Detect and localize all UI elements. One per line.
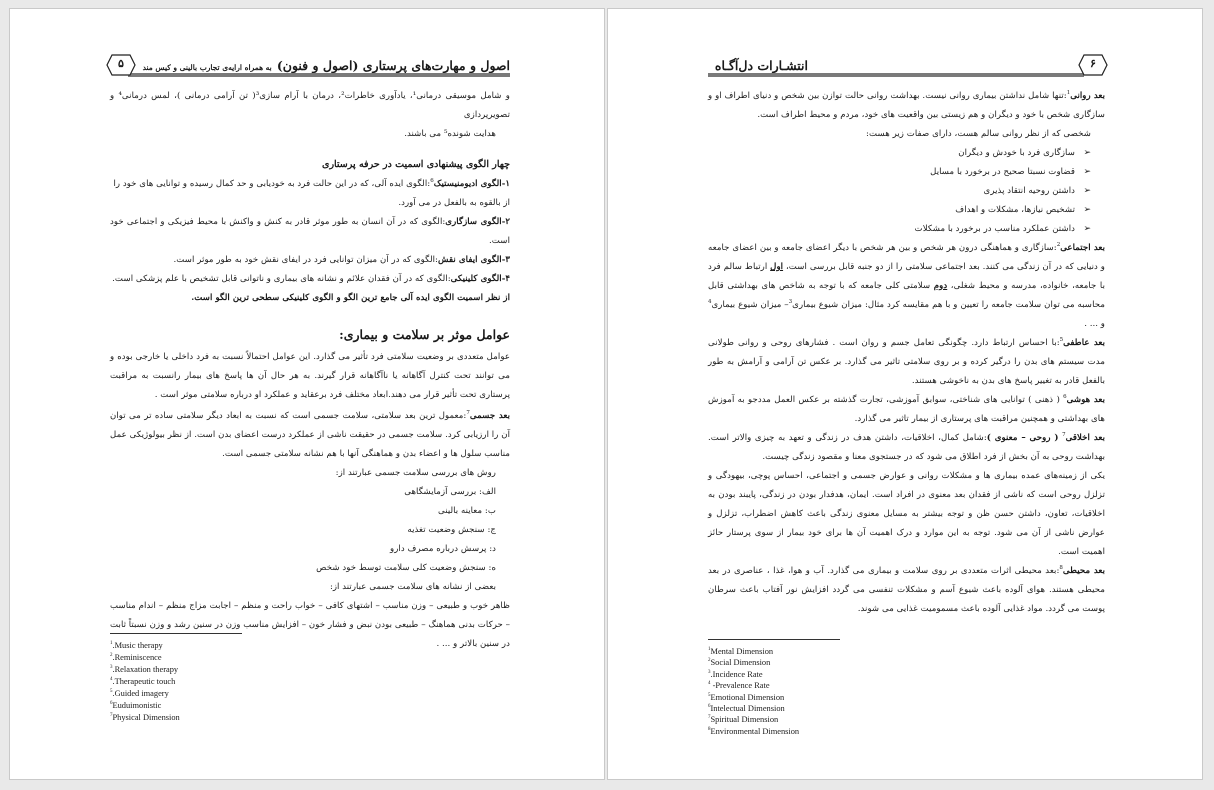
list-item: ➢ سازگاری فرد با خودش و دیگران: [708, 144, 1091, 163]
footnote-rule: [110, 633, 242, 634]
footnotes: [110, 639, 410, 723]
paragraph: هدایت شونده⁵ می باشند.: [404, 129, 496, 139]
paragraph: یکی از زمینه‌های عمده بیماری ها و مشکلات روانی و عوارض جسمی و اجتماعی، احساس پوچی، بیهودگی و تزلزل روحی است که ناشی از فقدان بعد معنوی در افراد است. ایمان، هدفدار بودن در زندگی، پایبند بودن به اخلاقیات، تعاون، داشتن حسن ظن و توجه بیشتر به مسایل معنوی زندگی باعث کاهش اضطراب، تزلزل و عوارض ناشی از آن می شود. توجه به این موارد و درک اهمیت آن ها برای خود بیمار از سوی پرستار حائز اهمیت است.: [708, 471, 1105, 557]
page-number-badge: [106, 54, 136, 76]
book-title: اصول و مهارت‌های پرستاری (اصول و فنون): [276, 58, 510, 73]
footnote: $^8$Environmental Dimension: [708, 726, 800, 736]
paragraph: بعد عاطفی$^5$:با احساس ارتباط دارد. چگونگی تعامل جسم و روان است . فشارهای روحی و روانی طولانی مدت سیستم های بدن را درگیر کرده و بر روی سلامتی تاثیر می گذارد. بر عکس تن آرامی و آرامش به طور بالفعل قادر به تغییر پاسخ های بدن به ناخوشی هستند.: [708, 337, 1105, 386]
list-item: ه: سنجش وضعیت کلی سلامت توسط خود شخص: [316, 563, 496, 573]
list-item: ➢ قضاوت نسبتا صحیح در برخورد با مسایل: [708, 163, 1091, 182]
document-page-5: [9, 8, 605, 780]
footnote: $^3$.Relaxation therapy: [110, 664, 179, 674]
footnote: $^4$.Therapeutic touch: [110, 676, 176, 686]
arrow-bullet-icon: ➢: [1083, 186, 1091, 196]
page-header: [708, 53, 1108, 77]
footnote: $^7$Spiritual Dimension: [708, 715, 779, 725]
traits-list: [708, 144, 1105, 239]
header-rule: [128, 73, 510, 77]
paragraph: بعد روانی$^1$:تنها شامل نداشتن بیماری روانی نیست. بهداشت روانی حالت توازن بین شخص و دنیای اطراف او و سازگاری شخص با خود و دیگران و هم زیستی بین واقعیت های خود، مردم و محیط اطراف است.: [708, 90, 1105, 120]
footnote: $^1$.Music therapy: [110, 640, 163, 650]
paragraph: و شامل موسیقی درمانی¹، یادآوری خاطرات²، درمان با آرام سازی³( تن آرامی درمانی )، لمس درمانی⁴ و تصویرپردازی: [110, 91, 510, 120]
page-number: ۶: [1090, 57, 1096, 70]
paragraph: ظاهر خوب و طبیعی – وزن مناسب – اشتهای کافی – خواب راحت و منظم – اجابت مزاج منظم – اندام مناسب – حرکات بدنی هماهنگ – طبیعی بودن نبض و فشار خون – افزایش مناسب وزن در سنین رشد و وزن نسبتاً ثابت در سنین بالاتر و ... .: [110, 601, 510, 649]
paragraph: عوامل متعددی بر وضعیت سلامتی فرد تأثیر می گذارد. این عوامل احتمالاً نسبت به فرد داخلی یا خارجی بوده و می توانند تحت کنترل آگاهانه یا ناآگاهانه قرار گیرند. به هر حال آن ها پاسخ های بیمار رانسبت به مراقبت پرستاری تحت تأثیر قرار می دهند.ابعاد مختلف فرد برعقاید و عملکرد او درباره سلامتی موثر است .: [110, 352, 510, 400]
page-number-badge: [1078, 54, 1108, 76]
footnotes: [708, 645, 1008, 736]
publisher-name: انتشـارات دل‌آگـاه: [714, 58, 808, 73]
model-item: ۱-الگوی ادیومنیستیک$^6$:الگوی ایده آلی، که در این حالت فرد به خودیابی و حد کمال رسیده و توانایی های خود را: [113, 178, 510, 189]
arrow-bullet-icon: ➢: [1083, 205, 1091, 215]
page-number: ۵: [118, 57, 124, 70]
footnote: $^3$.Incidence Rate: [708, 669, 763, 679]
footnote: $^6$Euduimonistic: [110, 700, 162, 710]
list-intro: شخصی که از نظر روانی سالم هست، دارای صفات زیر هست:: [866, 129, 1091, 139]
book-subtitle: به همراه ارایه‌ی تجارب بالینی و کیس مند: [142, 63, 272, 72]
footnote: $^2$.Reminiscence: [110, 652, 162, 662]
running-title: [715, 55, 808, 74]
list-item: ب: معاینه بالینی: [437, 506, 496, 516]
footnote: $^5$Emotional Dimension: [708, 692, 785, 702]
footnote: $^4$ -Prevalence Rate: [708, 680, 770, 690]
list-item: ➢ داشتن عملکرد مناسب در برخورد با مشکلات: [708, 220, 1091, 239]
arrow-bullet-icon: ➢: [1083, 224, 1091, 234]
footnote: $^6$Intelectual Dimension: [708, 703, 785, 713]
model-item-continued: از بالقوه به بالفعل در می آورد.: [398, 198, 510, 208]
header-rule: [708, 73, 1084, 77]
page-header: [106, 53, 510, 77]
document-page-6: [607, 8, 1203, 780]
list-item: ➢ داشتن روحیه انتقاد پذیری: [708, 182, 1091, 201]
list-item: د: پرسش درباره مصرف دارو: [390, 544, 496, 554]
footnote: $^1$Mental Dimension: [708, 646, 774, 656]
list-intro: روش های بررسی سلامت جسمی عبارتند از:: [335, 468, 496, 478]
model-item: ۴-الگوی کلینیکی:الگوی که در آن فقدان علائم و نشانه های بیماری و ناتوانی قابل تشخیص با علم پزشکی است.: [112, 274, 510, 284]
paragraph: بعد هوشی$^6$ ( ذهنی ) توانایی های شناختی، سوابق آموزشی، تجارت گذشته بر عکس العمل مددجو به آموزش های بهداشتی و همچنین مراقبت های پرستاری از بیمار تاثیر می گذارد.: [708, 394, 1105, 424]
arrow-bullet-icon: ➢: [1083, 148, 1091, 158]
page-body: [110, 87, 510, 654]
models-conclusion: از نظر اسمیت الگوی ایده آلی جامع ترین الگو و الگوی کلینیکی سطحی ترین الگو است.: [191, 293, 510, 303]
paragraph: بعد اجتماعی$^2$:سازگاری و هماهنگی درون هر شخص و بین هر شخص با دیگر اعضای جامعه و بین اعضای جامعه و دنیایی که در آن زندگی می کنند. بعد اجتماعی سلامتی را از دو جنبه قابل بررسی است، اول ارتباط سالم فرد با جامعه، خانواده، مدرسه و محیط شغلی، دوم سلامتی کلی جامعه که با توجه به شاخص های بهداشتی قابل محاسبه می توان سلامت جامعه را تعیین و با هم مقایسه کرد مثال: میزان شیوع بیماری$^3$– میزان شیوع بیماری$^4$ و ... .: [708, 242, 1105, 329]
running-title: [143, 55, 510, 74]
list-item: الف: بررسی آزمایشگاهی: [404, 487, 496, 497]
footnote-rule: [708, 639, 840, 640]
footnote: $^5$.Guided imagery: [110, 688, 169, 698]
list-intro: بعضی از نشانه های سلامت جسمی عبارتند از:: [329, 582, 496, 592]
section-heading: عوامل موثر بر سلامت و بیماری:: [339, 327, 510, 342]
section-heading: چهار الگوی پیشنهادی اسمیت در حرفه پرستاری: [322, 159, 510, 170]
paragraph: بعد اخلاقی$^7$ ( روحی – معنوی ):شامل کمال، اخلاقیات، داشتن هدف در زندگی و تعهد به چیزی والاتر است. بهداشت روحی به آن بخش از فرد اطلاق می شود که در جستجوی معنا و مقصود زندگی چیست.: [708, 432, 1105, 462]
footnote: $^2$Social Dimension: [708, 658, 771, 668]
list-item: ➢ تشخیص نیازها، مشکلات و اهداف: [708, 201, 1091, 220]
paragraph: بعد جسمی$^7$:معمول ترین بعد سلامتی، سلامت جسمی است که نسبت به ابعاد دیگر سلامتی ساده تر می توان آن را ارزیابی کرد. سلامت جسمی در حقیقت ناشی از عملکرد درست اعضای بدن است. از نظر بیولوژیکی عمل مناسب سلول ها و اعضاء بدن و هماهنگی آنها با هم نشانه سلامتی جسمی است.: [110, 410, 511, 459]
page-body: [708, 87, 1105, 619]
footnote: $^7$Physical Dimension: [110, 712, 180, 722]
list-item: ج: سنجش وضعیت تغذیه: [407, 525, 496, 535]
arrow-bullet-icon: ➢: [1083, 167, 1091, 177]
model-item: ۳-الگوی ایفای نقش:الگوی که در آن میزان توانایی فرد در ایفای نقش خود به طور موثر است.: [173, 255, 510, 265]
paragraph: بعد محیطی$^8$:بعد محیطی اثرات متعددی بر روی سلامت و بیماری می گذارد. آب و هوا، غذا ، عناصری در بعد محیطی هستند. هوای آلوده باعث شیوع آسم و مشکلات تنفسی می گردد افزایش نور آفتاب باعث سرطان پوست می گردد. مواد غذایی آلوده باعث مسمومیت غذایی می شوند.: [708, 565, 1105, 614]
model-item: ۲-الگوی سازگاری:الگوی که در آن انسان به طور موثر قادر به کنش و واکنش با محیط فیزیکی و اجتماعی خود است.: [110, 217, 510, 246]
